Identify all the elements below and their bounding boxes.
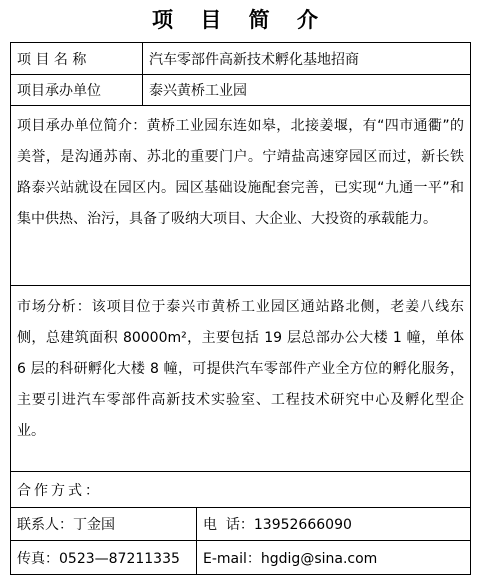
undertaker-value: 泰兴黄桥工业园 [143, 75, 471, 106]
undertaker-label: 项目承办单位 [11, 75, 143, 106]
project-name-value: 汽车零部件高新技术孵化基地招商 [143, 43, 471, 75]
market-row [11, 286, 471, 472]
market-analysis-text: 市场分析：该项目位于泰兴市黄桥工业园区通站路北侧，老姜八线东侧，总建筑面积 80000m²，主要包括 19 层总部办公大楼 1 幢，单体 6 层的科研孵化大楼 8 幢，可提供汽车零部件产业全方位的孵化服务，主要引进汽车零部件高新技术实验室、工程技术研究中心及孵化型企业。 [11, 286, 471, 472]
fax-number: 传真：0523—87211335 [11, 541, 197, 575]
phone-number: 电 话：13952666090 [197, 508, 471, 541]
project-name-row [11, 43, 471, 75]
fax-email-row [11, 541, 471, 575]
undertaker-intro-text: 项目承办单位简介：黄桥工业园东连如皋，北接姜堰，有“四市通衢”的美誉，是沟通苏南、苏北的重要门户。宁靖盐高速穿园区而过，新长铁路泰兴站就设在园区内。园区基础设施配套完善，已实现“九通一平”和集中供热、治污，具备了吸纳大项目、大企业、大投资的承载能力。 [11, 106, 471, 286]
contact-row [11, 508, 471, 541]
project-info-table [10, 42, 471, 575]
intro-row [11, 106, 471, 286]
page-title: 项 目 简 介 [152, 7, 328, 32]
project-name-label: 项 目 名 称 [11, 43, 143, 75]
contact-person: 联系人：丁金国 [11, 508, 197, 541]
cooperation-label: 合作方式： [11, 472, 471, 508]
cooperation-row [11, 472, 471, 508]
undertaker-row [11, 75, 471, 106]
email-address: E-mail：hgdig@sina.com [197, 541, 471, 575]
